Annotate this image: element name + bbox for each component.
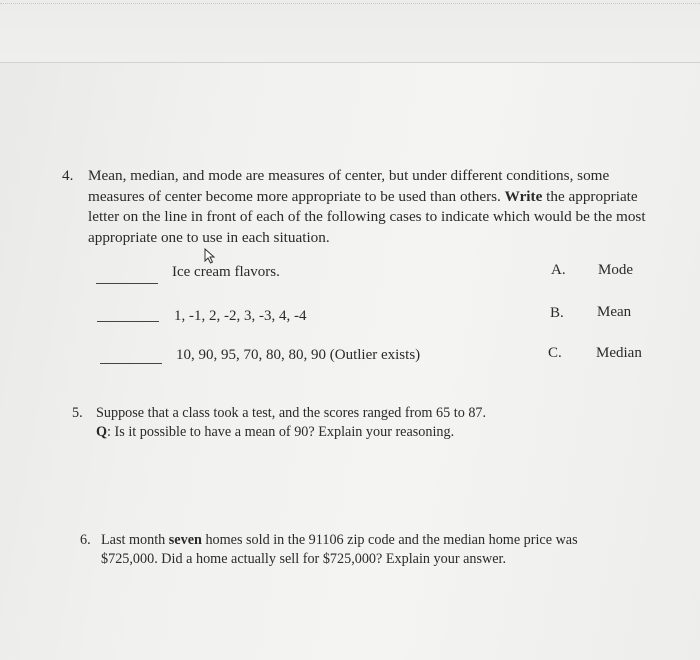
question-5-line-1: Suppose that a class took a test, and the scores ranged from 65 to 87.: [96, 405, 487, 421]
question-6-line-2: $725,000. Did a home actually sell for $725,000? Explain your answer.: [101, 551, 507, 567]
case-1-text: Ice cream flavors.: [172, 264, 280, 280]
option-a-label: Mode: [598, 262, 633, 278]
question-5-number: 5.: [72, 405, 83, 421]
question-4-line-4: appropriate one to use in each situation.: [88, 229, 330, 246]
page-edge-line: [0, 3, 700, 4]
question-4-line-3: letter on the line in front of each of the following cases to indicate which would be the most: [88, 208, 646, 225]
question-4-line-2: measures of center become more appropriate to be used than others. Write the appropriate: [88, 188, 638, 205]
answer-blank-3[interactable]: [100, 363, 162, 364]
option-b-letter: B.: [550, 305, 564, 321]
page-top-margin: [0, 0, 700, 63]
question-5-line-2: Q: Is it possible to have a mean of 90? Explain your reasoning.: [96, 424, 455, 440]
question-4-emphasis: Write: [504, 188, 543, 205]
question-6-emphasis: seven: [168, 532, 202, 548]
option-a-letter: A.: [551, 262, 566, 278]
question-4-line-1: Mean, median, and mode are measures of center, but under different conditions, some: [88, 167, 610, 184]
question-5-q-label: Q: [96, 424, 108, 440]
option-c-label: Median: [596, 345, 642, 361]
question-4-number: 4.: [62, 167, 74, 184]
option-b-label: Mean: [597, 304, 632, 320]
case-3-text: 10, 90, 95, 70, 80, 80, 90 (Outlier exists): [176, 347, 421, 363]
answer-blank-1[interactable]: [96, 283, 158, 284]
case-2-text: 1, -1, 2, -2, 3, -3, 4, -4: [174, 308, 307, 324]
question-6-number: 6.: [80, 532, 91, 548]
answer-blank-2[interactable]: [97, 321, 159, 322]
question-6-line-1: Last month seven homes sold in the 91106 zip code and the median home price was: [101, 532, 578, 548]
mouse-pointer-icon: [203, 248, 217, 264]
option-c-letter: C.: [548, 345, 562, 361]
